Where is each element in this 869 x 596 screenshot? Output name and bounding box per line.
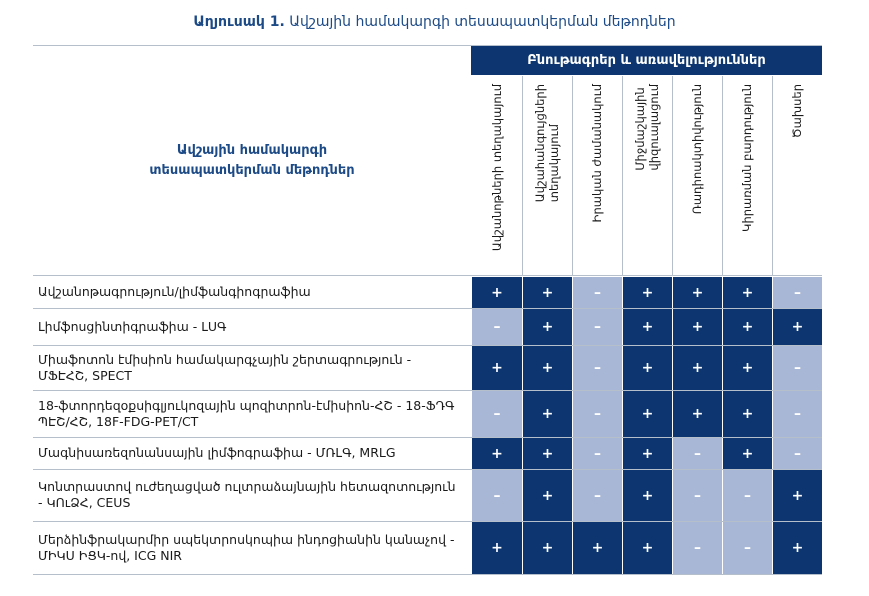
column-header-text <box>633 76 661 171</box>
row-label-line: Մագնիսառեզոնանսային լիմֆոգրաֆիա - ՄՌԼԳ, MRLG <box>38 445 396 460</box>
plus-cell: + <box>723 391 772 437</box>
grid-line <box>522 76 523 275</box>
methods-header-line: տեսապատկերման մեթոդներ <box>149 162 355 178</box>
column-header <box>622 76 672 275</box>
grid-line <box>622 76 623 275</box>
plus-cell: + <box>773 470 822 521</box>
plus-cell: + <box>523 391 572 437</box>
column-header <box>772 76 822 275</box>
column-header-text <box>590 76 604 222</box>
row-label <box>38 308 468 345</box>
column-header <box>572 76 622 275</box>
minus-cell: – <box>723 470 772 521</box>
table-caption <box>0 14 869 30</box>
grid-line <box>33 308 822 309</box>
plus-cell: + <box>472 522 522 574</box>
plus-cell: + <box>573 522 622 574</box>
row-label <box>38 521 468 574</box>
row-label <box>38 345 468 390</box>
column-header-line: Միջմաշկային <box>633 87 647 171</box>
column-header-text <box>690 76 704 214</box>
row-label-line: - ԿՈւՁՀ, CEUS <box>38 495 131 510</box>
methods-header-line: Ավշային համակարգի <box>176 142 328 158</box>
column-header-line: Ավշահանգույցների <box>533 84 547 203</box>
minus-cell: – <box>773 391 822 437</box>
plus-cell: + <box>723 309 772 345</box>
column-header-line: Իրական ժամանակում <box>590 84 604 223</box>
column-header-text <box>490 76 504 251</box>
column-header-line: Ծախսեր <box>790 84 804 139</box>
grid-line <box>33 437 822 438</box>
plus-cell: + <box>523 309 572 345</box>
grid-line <box>572 76 573 275</box>
plus-cell: + <box>523 522 572 574</box>
minus-cell: – <box>573 277 622 308</box>
plus-cell: + <box>723 277 772 308</box>
row-label-line: Կոնտրաստով ուժեղացված ուլտրաձայնային հետազոտություն <box>38 479 456 494</box>
plus-cell: + <box>623 277 672 308</box>
row-label <box>38 390 468 437</box>
column-header-line: վիզուալացում <box>647 84 661 171</box>
column-header-line: Ռադիոակտիվություն <box>690 84 704 215</box>
grid-line <box>33 574 822 575</box>
row-label <box>38 437 468 469</box>
minus-cell: – <box>472 391 522 437</box>
plus-cell: + <box>523 438 572 469</box>
plus-cell: + <box>623 470 672 521</box>
grid-line <box>672 76 673 275</box>
plus-cell: + <box>673 391 722 437</box>
column-header-text <box>740 76 754 232</box>
caption-text: Ավշային համակարգի տեսապատկերման մեթոդներ <box>284 14 676 30</box>
grid-line <box>33 390 822 391</box>
plus-cell: + <box>623 346 672 390</box>
plus-cell: + <box>523 470 572 521</box>
row-label-line: Ավշանոթագրություն/լիմֆանգիոգրաֆիա <box>38 284 311 299</box>
grid-line <box>33 275 822 276</box>
column-header <box>522 76 572 275</box>
column-header-line: Ավշանոթների տեղակայում <box>489 84 504 252</box>
column-header-text <box>790 76 804 138</box>
minus-cell: – <box>573 470 622 521</box>
plus-cell: + <box>472 346 522 390</box>
grid-line <box>33 469 822 470</box>
plus-cell: + <box>523 277 572 308</box>
column-header <box>672 76 722 275</box>
minus-cell: – <box>723 522 772 574</box>
column-header-line: տեղակայում <box>547 124 561 203</box>
caption-number: Աղյուսակ 1. <box>193 14 285 30</box>
row-label-line: Մերձինֆրակարմիր սպեկտրոսկոպիա ինդոցիանին կանաչով - <box>38 531 455 547</box>
plus-cell: + <box>623 522 672 574</box>
minus-cell: – <box>573 309 622 345</box>
grid-line <box>33 45 822 46</box>
methods-column-header <box>33 46 471 275</box>
grid-line <box>772 76 773 275</box>
row-label <box>38 276 468 308</box>
plus-cell: + <box>673 309 722 345</box>
minus-cell: – <box>472 470 522 521</box>
minus-cell: – <box>573 346 622 390</box>
column-header-text <box>533 76 561 202</box>
row-label-line: ՄՖԷՀՇ, SPECT <box>38 367 132 383</box>
row-label-line: ՊԷՇ/ՀՇ, 18F-FDG-PET/CT <box>38 413 199 429</box>
column-header <box>722 76 772 275</box>
grid-line <box>722 76 723 275</box>
row-label-line: Միաֆոտոն էմիսիոն համակարգչային շերտագրություն - <box>38 351 412 367</box>
plus-cell: + <box>472 277 522 308</box>
minus-cell: – <box>673 438 722 469</box>
plus-cell: + <box>723 438 772 469</box>
plus-cell: + <box>773 522 822 574</box>
plus-cell: + <box>623 391 672 437</box>
plus-cell: + <box>673 346 722 390</box>
minus-cell: – <box>573 391 622 437</box>
plus-cell: + <box>623 438 672 469</box>
minus-cell: – <box>472 309 522 345</box>
minus-cell: – <box>673 470 722 521</box>
plus-cell: + <box>523 346 572 390</box>
minus-cell: – <box>773 438 822 469</box>
plus-cell: + <box>472 438 522 469</box>
row-label-line: ՄԻԿՍ ԻՑԿ-ով, ICG NIR <box>38 547 182 563</box>
minus-cell: – <box>573 438 622 469</box>
group-header: Բնութագրեր և առավելություններ <box>471 46 822 75</box>
minus-cell: – <box>773 277 822 308</box>
grid-line <box>33 345 822 346</box>
minus-cell: – <box>673 522 722 574</box>
row-label-line: 18-ֆտորդեզօքսիգլյուկոզային պոզիտրոն-էմիսիոն-ՀՇ - 18-ՖԴԳ <box>38 397 455 413</box>
plus-cell: + <box>723 346 772 390</box>
plus-cell: + <box>673 277 722 308</box>
grid-line <box>33 521 822 522</box>
minus-cell: – <box>773 346 822 390</box>
row-label-line: Լիմֆոսցինտիգրաֆիա - ԼՍԳ <box>38 318 227 334</box>
plus-cell: + <box>773 309 822 345</box>
column-header-line: Կիրառման բարդություն <box>740 84 754 232</box>
column-header <box>471 76 522 275</box>
row-label <box>38 469 468 521</box>
plus-cell: + <box>623 309 672 345</box>
